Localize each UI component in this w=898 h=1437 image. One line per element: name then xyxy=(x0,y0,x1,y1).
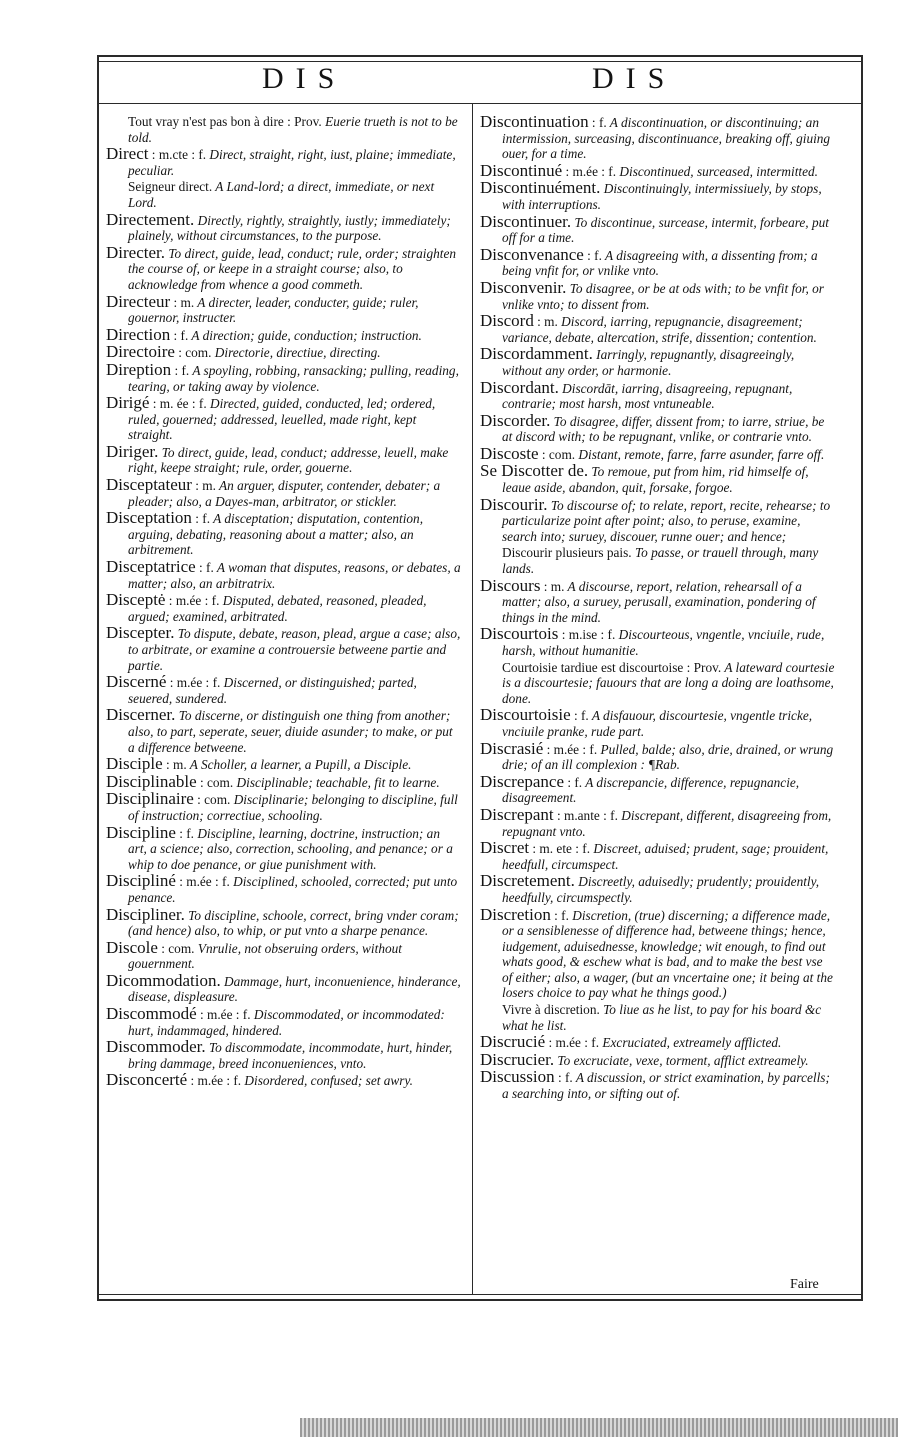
entry-headword: Discrasié xyxy=(480,738,544,758)
header-rule xyxy=(99,103,861,104)
dictionary-entry xyxy=(480,180,835,212)
entry-headword: Discontinué xyxy=(480,160,563,180)
entry-headword: Discommodé xyxy=(106,1004,197,1024)
entry-headword: Disceptation xyxy=(106,508,192,528)
entry-grammar: : m.ée : f. xyxy=(562,163,617,179)
entry-definition: Iarringly, repugnantly, disagreeingly, without any order, or harmonie. xyxy=(502,347,795,378)
dictionary-entry xyxy=(480,377,835,412)
entry-definition: Directed, guided, conducted, led; ordered, ruled, gouerned; addressed, leuelled, made right, kept straight. xyxy=(128,396,436,443)
dictionary-entry xyxy=(106,395,461,443)
entry-headword: Discretion xyxy=(480,904,551,924)
entry-headword: Discommoder. xyxy=(106,1037,206,1057)
entry-definition: Discommodated, or incommodated: hurt, indammaged, hindered. xyxy=(128,1007,445,1038)
dictionary-entry xyxy=(106,1039,461,1071)
entry-headword: Discepter. xyxy=(106,623,175,643)
entry-headword: Disconvenir. xyxy=(480,277,567,297)
entry-headword: Disceptė xyxy=(106,590,166,610)
dictionary-entry xyxy=(106,242,461,293)
entry-definition: Disciplinable; teachable, fit to learne. xyxy=(233,774,440,790)
entry-grammar: : m. ée : f. xyxy=(149,396,207,412)
dictionary-entry xyxy=(106,1072,461,1089)
dictionary-entry xyxy=(480,443,835,463)
dictionary-entry xyxy=(480,313,835,345)
entry-headword: Tout vray n'est pas bon à dire : Prov. xyxy=(128,114,322,129)
dictionary-entry xyxy=(106,291,461,326)
entry-grammar: : f. xyxy=(554,1070,573,1086)
dictionary-entry xyxy=(480,1069,835,1101)
entry-definition: A disceptation; disputation, contention, arguing, debating, reasoning about a matter; also, an arbitrement. xyxy=(128,511,424,558)
dictionary-entry xyxy=(480,410,835,445)
entry-grammar: : f. xyxy=(550,907,569,923)
dictionary-entry xyxy=(106,477,461,509)
entry-grammar: : f. xyxy=(583,247,602,263)
entry-definition: Directorie, directiue, directing. xyxy=(211,345,381,361)
dictionary-entry xyxy=(106,324,461,344)
entry-grammar: : m. xyxy=(170,294,195,310)
entry-headword: Disciplinable xyxy=(106,771,197,791)
entry-headword: Discrucier. xyxy=(480,1049,555,1069)
entry-headword: Directoire xyxy=(106,342,175,362)
entry-headword: Discole xyxy=(106,937,158,957)
entry-headword: Discerné xyxy=(106,672,167,692)
entry-headword: Discontinuément. xyxy=(480,178,601,198)
dictionary-entry xyxy=(480,707,835,739)
entry-definition: Excruciated, extreamely afflicted. xyxy=(599,1035,782,1051)
entry-headword: Discordamment. xyxy=(480,344,593,364)
entry-definition: To excruciate, vexe, torment, afflict extreamely. xyxy=(554,1052,809,1068)
entry-definition: Discrepant, different, disagreeing from, repugnant vnto. xyxy=(502,807,832,839)
entry-grammar: : m.cte : f. xyxy=(148,147,207,163)
entry-grammar: : m.ée : f. xyxy=(166,675,221,691)
dictionary-entry xyxy=(106,791,461,823)
entry-grammar: : m.ée : f. xyxy=(545,1035,600,1051)
dictionary-entry xyxy=(480,804,835,839)
entry-headword: Discretement. xyxy=(480,871,575,891)
entry-definition: A discourse, report, relation, rehearsall of a matter; also, a suruey, perusall, examination, pondering of things in the mind. xyxy=(502,578,816,625)
dictionary-entry xyxy=(480,494,835,545)
entry-definition: Discord, iarring, repugnancie, disagreement; variance, debate, altercation, strife, dissention; contention. xyxy=(502,314,817,345)
entry-definition: Disputed, debated, reasoned, pleaded, argued; examined, arbitrated. xyxy=(128,593,427,624)
dictionary-entry xyxy=(480,1049,835,1069)
entry-definition: A directer, leader, conducter, guide; ruler, gouernor, instructer. xyxy=(128,294,419,326)
dictionary-entry xyxy=(480,771,835,806)
column-divider xyxy=(472,103,473,1295)
entry-definition: Dammage, hurt, inconuenience, hinderance, disease, displeasure. xyxy=(128,973,461,1005)
entry-grammar: : com. xyxy=(193,792,231,808)
dictionary-entry xyxy=(106,822,461,873)
dictionary-entry xyxy=(106,209,461,244)
dictionary-entry xyxy=(106,904,461,939)
entry-headword: Disconcerté xyxy=(106,1070,188,1090)
entry-headword: Discrepance xyxy=(480,771,565,791)
entry-headword: Seigneur direct. xyxy=(128,179,213,195)
entry-grammar: : m.ise : f. xyxy=(558,627,616,643)
entry-definition: To disagree, differ, dissent from; to iarre, striue, be at discord with; to be repugnant, vnlike, or contrarie vnto. xyxy=(502,413,825,445)
entry-definition: A discrepancie, difference, repugnancie, disagreement. xyxy=(502,774,800,806)
dictionary-entry xyxy=(480,346,835,378)
entry-grammar: : m. ete : f. xyxy=(529,841,591,857)
entry-headword: Discordant. xyxy=(480,377,559,397)
entry-grammar: : com. xyxy=(538,446,576,462)
entry-definition: Discreet, aduised; prudent, sage; prouident, heedfull, circumspect. xyxy=(502,841,829,872)
entry-definition: A disfauour, discourtesie, vngentle tricke, vnciuile pranke, rude part. xyxy=(502,708,813,739)
entry-grammar: : f. xyxy=(588,115,607,130)
entry-grammar: : f. xyxy=(564,774,583,790)
entry-definition: To liue as he list, to pay for his board &c what he list. xyxy=(502,1002,822,1033)
dictionary-entry xyxy=(480,463,835,495)
entry-definition: A discontinuation, or discontinuing; an intermission, surceasing, discontinuance, breaking off, giuing ouer, for a time. xyxy=(502,115,831,162)
dictionary-entry xyxy=(480,840,835,872)
entry-headword: Vivre à discretion. xyxy=(502,1002,600,1018)
entry-headword: Direct xyxy=(106,144,149,164)
right-column xyxy=(480,114,835,1103)
dictionary-entry xyxy=(480,660,835,707)
entry-definition: Vnrulie, not obseruing orders, without gouernment. xyxy=(128,940,402,972)
entry-headword: Disciplinaire xyxy=(106,789,194,809)
dictionary-entry xyxy=(106,970,461,1005)
entry-headword: Discerner. xyxy=(106,705,176,725)
entry-grammar: : f. xyxy=(171,362,190,378)
dictionary-entry xyxy=(480,904,835,1002)
entry-headword: Disceptatrice xyxy=(106,557,196,577)
entry-grammar: : f. xyxy=(170,327,189,343)
dictionary-entry xyxy=(106,559,461,591)
entry-definition: To direct, guide, lead, conduct; addresse, leuell, make right, keepe straight; rule, order, gouerne. xyxy=(128,444,449,476)
entry-grammar: : com. xyxy=(196,774,234,790)
dictionary-entry xyxy=(106,937,461,972)
entry-definition: A lateward courtesie is a discourtesie; fauours that are long a doing are loathsome, done. xyxy=(502,659,835,706)
entry-headword: Direction xyxy=(106,324,171,344)
dictionary-entry xyxy=(480,114,835,162)
dictionary-entry xyxy=(106,441,461,476)
entry-definition: To discontinue, surcease, intermit, forbeare, put off for a time. xyxy=(502,214,829,246)
dictionary-entry xyxy=(480,575,835,626)
entry-grammar: : m.ée : f. xyxy=(543,741,598,757)
dictionary-entry xyxy=(480,738,835,773)
scan-edge xyxy=(300,1418,898,1437)
dictionary-entry xyxy=(480,1002,835,1033)
dictionary-entry xyxy=(480,160,835,180)
entry-definition: A direction; guide, conduction; instruction. xyxy=(188,327,422,343)
entry-grammar: : m.ée : f. xyxy=(175,874,230,890)
entry-headword: Discorder. xyxy=(480,410,551,430)
entry-grammar: : m. xyxy=(191,478,216,494)
entry-grammar: : m.ante : f. xyxy=(553,807,618,823)
entry-headword: Dirigé xyxy=(106,393,150,413)
entry-definition: To dispute, debate, reason, plead, argue a case; also, to arbitrate, or examine a controuersie betweene partie and partie. xyxy=(128,626,461,673)
running-head-left: DIS xyxy=(262,62,347,95)
entry-definition: A Scholler, a learner, a Pupill, a Disciple. xyxy=(186,757,412,773)
dictionary-entry xyxy=(106,592,461,624)
entry-headword: Disceptateur xyxy=(106,475,192,495)
entry-grammar: : m.ée : f. xyxy=(165,593,220,609)
entry-headword: Directeur xyxy=(106,291,171,311)
entry-definition: Discretion, (true) discerning; a difference made, or a sensiblenesse of difference had, betweene things; hence, iudgement, aduisednesse, knowledge; wit enough, to find out whats good, & eschew what is bad, and to make the best vse of either; also, a wager, (but an vncertaine one; it being at the losers choice to pay what he things good.) xyxy=(502,907,833,1001)
entry-definition: An arguer, disputer, contender, debater; a pleader; also, a Dayes-man, arbitrator, or stickler. xyxy=(128,478,441,509)
entry-headword: Discourir plusieurs pais. xyxy=(502,545,632,561)
dictionary-entry xyxy=(106,114,461,145)
entry-headword: Discord xyxy=(480,311,534,331)
entry-definition: Discordāt, iarring, disagreeing, repugnant, contrarie; most harsh, most vntuneable. xyxy=(502,380,793,412)
left-column xyxy=(106,114,461,1090)
dictionary-entry xyxy=(480,277,835,312)
dictionary-entry xyxy=(480,873,835,905)
entry-headword: Discipliner. xyxy=(106,904,185,924)
entry-definition: Discourteous, vngentle, vnciuile, rude, harsh, without humanitie. xyxy=(502,627,825,658)
dictionary-entry xyxy=(106,873,461,905)
entry-definition: Disciplinarie; belonging to discipline, full of instruction; correctiue, schooling. xyxy=(128,792,458,823)
bottom-rule xyxy=(99,1294,861,1295)
entry-headword: Discourtois xyxy=(480,624,559,644)
entry-grammar: : m.ée : f. xyxy=(187,1073,242,1089)
entry-definition: Discontinued, surceased, intermitted. xyxy=(616,163,818,179)
dictionary-entry xyxy=(106,359,461,394)
entry-grammar: : m. xyxy=(533,314,558,330)
dictionary-entry xyxy=(106,771,461,791)
entry-grammar: : m. xyxy=(162,757,187,773)
entry-grammar: : m. xyxy=(540,578,565,594)
entry-definition: Direct, straight, right, iust, plaine; immediate, peculiar. xyxy=(128,147,456,178)
entry-headword: Discussion xyxy=(480,1067,555,1087)
dictionary-entry xyxy=(106,756,461,773)
entry-definition: Disordered, confused; set awry. xyxy=(241,1073,413,1089)
dictionary-entry xyxy=(480,244,835,279)
entry-headword: Disciple xyxy=(106,754,163,774)
dictionary-entry xyxy=(480,545,835,576)
entry-headword: Discourtoisie xyxy=(480,705,571,725)
entry-definition: To discipline, schoole, correct, bring vnder coram; (and hence) also, to whip, or put vnto a sharpe penance. xyxy=(128,907,459,939)
entry-headword: Directer. xyxy=(106,242,165,262)
entry-definition: Disciplined, schooled, corrected; put unto penance. xyxy=(128,874,458,905)
dictionary-entry xyxy=(106,146,461,178)
dictionary-entry xyxy=(480,211,835,246)
entry-headword: Directement. xyxy=(106,209,195,229)
entry-grammar: : f. xyxy=(191,511,211,527)
entry-headword: Dicommodation. xyxy=(106,970,221,990)
dictionary-entry xyxy=(480,626,835,658)
entry-headword: Discoste xyxy=(480,443,539,463)
dictionary-entry xyxy=(106,510,461,558)
entry-grammar: : m.ée : f. xyxy=(196,1007,251,1023)
entry-grammar: : com. xyxy=(157,940,195,956)
entry-definition: Euerie trueth is not to be told. xyxy=(128,114,458,145)
entry-grammar: : com. xyxy=(174,345,212,361)
entry-grammar: : f. xyxy=(175,825,194,841)
entry-definition: Discipline, learning, doctrine, instruction; an art, a science; also, correction, schooling, and penance; or a whip to doe penance, or giue punishment with. xyxy=(128,825,453,872)
entry-grammar: : f. xyxy=(195,560,214,576)
dictionary-entry xyxy=(106,674,461,706)
entry-definition: Directly, rightly, straightly, iustly; immediately; plainely, without circumstances, to the purpose. xyxy=(128,212,451,244)
entry-definition: To disagree, or be at ods with; to be vnfit for, or vnlike vnto; to dissent from. xyxy=(502,280,824,312)
entry-definition: Pulled, balde; also, drie, drained, or wrung drie; of an ill complexion : ¶Rab. xyxy=(502,741,834,773)
entry-headword: Discipliné xyxy=(106,871,176,891)
entry-headword: Discrepant xyxy=(480,804,554,824)
entry-definition: A woman that disputes, reasons, or debates, a matter; also, an arbitratrix. xyxy=(128,560,461,591)
entry-definition: Discerned, or distinguished; parted, seuered, sundered. xyxy=(128,675,417,706)
entry-definition: A disagreeing with, a dissenting from; a being vnfit for, or vnlike vnto. xyxy=(502,247,818,279)
entry-headword: Discontinuer. xyxy=(480,211,572,231)
entry-headword: Discontinuation xyxy=(480,112,589,131)
dictionary-entry xyxy=(106,179,461,210)
dictionary-entry xyxy=(106,344,461,361)
catchword: Faire xyxy=(790,1277,819,1292)
entry-definition: To remoue, put from him, rid himselfe of, leaue aside, abandon, quit, forsake, forgoe. xyxy=(502,464,809,496)
entry-headword: Discipline xyxy=(106,822,176,842)
entry-grammar: : f. xyxy=(570,708,589,724)
entry-headword: Discret xyxy=(480,838,530,858)
running-head-right: DIS xyxy=(592,62,677,95)
dictionary-entry xyxy=(106,707,461,755)
entry-definition: To direct, guide, lead, conduct; rule, order; straighten the course of, or keepe in a straight course; also, to acknowledge from whence a good commeth. xyxy=(128,245,457,292)
entry-headword: Disconvenance xyxy=(480,244,584,264)
dictionary-entry xyxy=(106,1006,461,1038)
entry-definition: A Land-lord; a direct, immediate, or next Lord. xyxy=(128,179,435,210)
entry-definition: Distant, remote, farre, farre asunder, farre off. xyxy=(575,446,825,462)
entry-headword: Direption xyxy=(106,359,172,379)
entry-headword: Discourir. xyxy=(480,494,548,514)
entry-headword: Se Discotter de. xyxy=(480,461,589,481)
top-rule xyxy=(99,61,861,62)
entry-definition: To discerne, or distinguish one thing from another; also, to part, seperate, seuer, diuide asunder; to make, or put a difference betweene. xyxy=(128,708,453,755)
dictionary-entry xyxy=(480,1034,835,1051)
entry-definition: Discontinuingly, intermissiuely, by stops, with interruptions. xyxy=(502,181,822,212)
dictionary-entry xyxy=(106,625,461,673)
entry-headword: Discrucié xyxy=(480,1032,546,1052)
entry-definition: To discommodate, incommodate, hurt, hinder, bring dammage, breed inconueniences, vnto. xyxy=(128,1040,453,1071)
entry-headword: Discours xyxy=(480,575,541,595)
entry-definition: A discussion, or strict examination, by parcells; a searching into, or sifting out of. xyxy=(502,1070,830,1102)
entry-headword: Courtoisie tardiue est discourtoise : Prov. xyxy=(502,659,722,675)
entry-definition: To discourse of; to relate, report, recite, rehearse; to particularize point after point; also, to peruse, examine, search into; suruey, discouer, runne ouer; and hence; xyxy=(502,497,831,544)
entry-definition: Discreetly, aduisedly; prudently; prouidently, heedfully, circumspectly. xyxy=(502,874,820,905)
entry-definition: A spoyling, robbing, ransacking; pulling, reading, tearing, or taking away by violence. xyxy=(128,362,459,394)
entry-definition: To passe, or trauell through, many lands. xyxy=(502,545,819,577)
entry-headword: Diriger. xyxy=(106,441,159,461)
